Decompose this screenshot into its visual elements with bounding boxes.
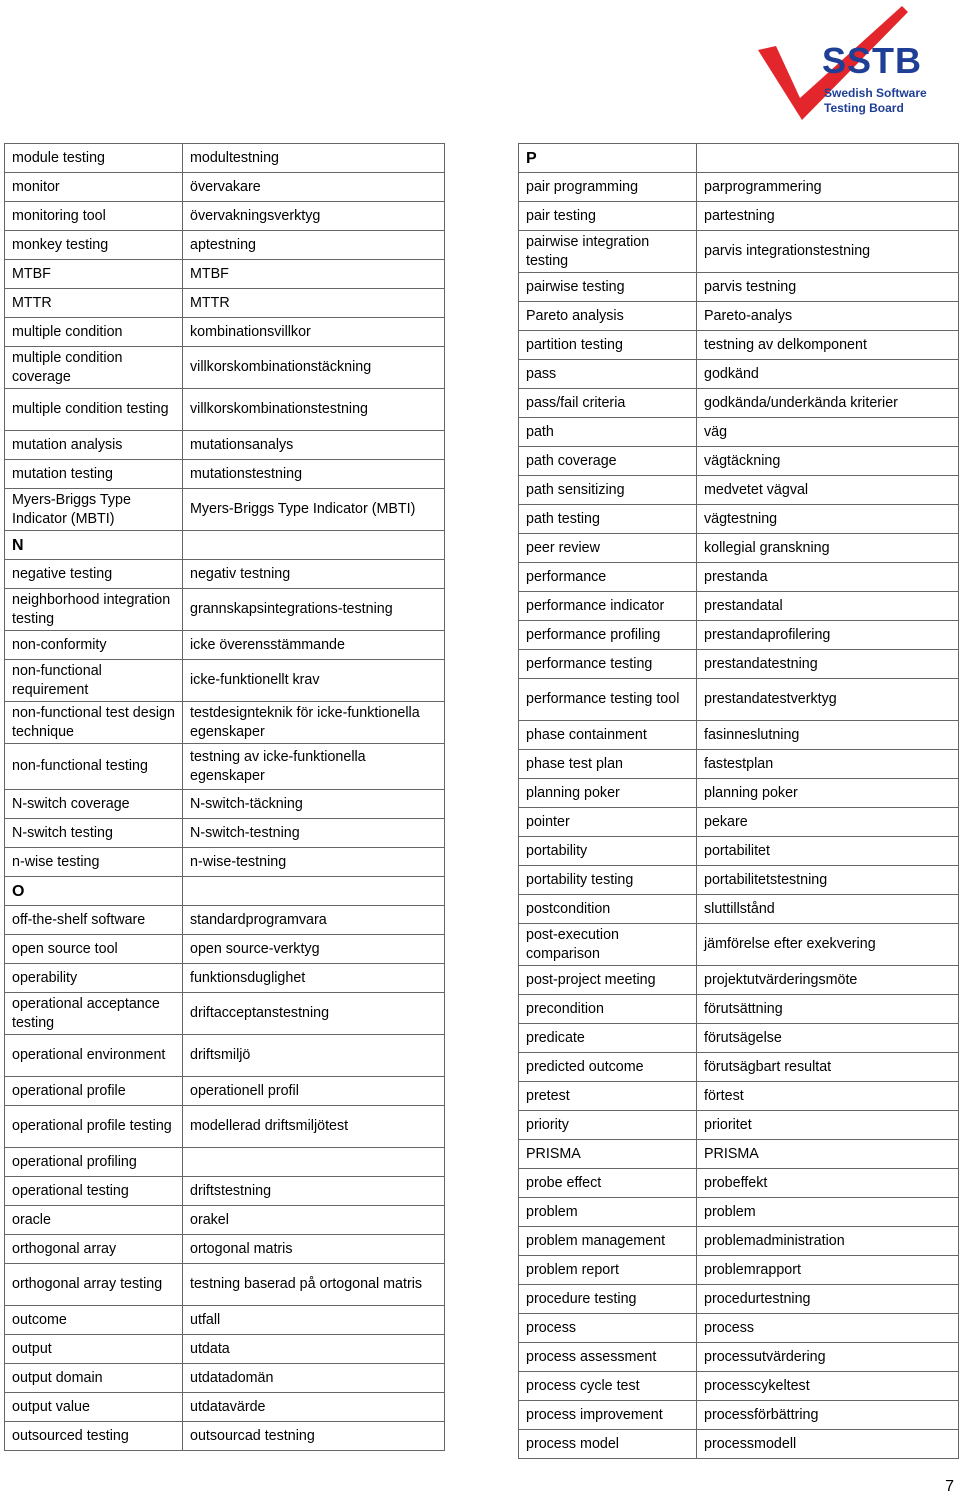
english-term: orthogonal array testing bbox=[5, 1264, 183, 1306]
swedish-term: Pareto-analys bbox=[697, 302, 959, 331]
swedish-term: operationell profil bbox=[183, 1077, 445, 1106]
glossary-row bbox=[519, 302, 959, 331]
english-term: planning poker bbox=[519, 779, 697, 808]
swedish-term: jämförelse efter exekvering bbox=[697, 924, 959, 966]
swedish-term: testning baserad på ortogonal matris bbox=[183, 1264, 445, 1306]
english-term: pair programming bbox=[519, 173, 697, 202]
english-term: partition testing bbox=[519, 331, 697, 360]
english-term: problem management bbox=[519, 1227, 697, 1256]
english-term: pairwise testing bbox=[519, 273, 697, 302]
swedish-term: fasinneslutning bbox=[697, 721, 959, 750]
page-number: 7 bbox=[945, 1478, 954, 1495]
swedish-term: fastestplan bbox=[697, 750, 959, 779]
glossary-row bbox=[519, 779, 959, 808]
swedish-term: ortogonal matris bbox=[183, 1235, 445, 1264]
swedish-term: icke-funktionellt krav bbox=[183, 660, 445, 702]
glossary-row bbox=[519, 534, 959, 563]
swedish-term: modultestning bbox=[183, 144, 445, 173]
glossary-row bbox=[5, 318, 445, 347]
glossary-row bbox=[5, 790, 445, 819]
swedish-term: grannskapsintegrations-testning bbox=[183, 589, 445, 631]
swedish-term: open source-verktyg bbox=[183, 935, 445, 964]
glossary-row bbox=[519, 563, 959, 592]
glossary-row bbox=[5, 819, 445, 848]
glossary-row bbox=[519, 231, 959, 273]
swedish-term: förtest bbox=[697, 1082, 959, 1111]
english-term: operational profile testing bbox=[5, 1106, 183, 1148]
swedish-term: MTBF bbox=[183, 260, 445, 289]
glossary-table-right bbox=[518, 143, 959, 1459]
swedish-term: N-switch-täckning bbox=[183, 790, 445, 819]
swedish-term: pekare bbox=[697, 808, 959, 837]
section-letter: P bbox=[519, 144, 697, 173]
glossary-row bbox=[519, 447, 959, 476]
english-term: path testing bbox=[519, 505, 697, 534]
swedish-term: övervakare bbox=[183, 173, 445, 202]
swedish-term: N-switch-testning bbox=[183, 819, 445, 848]
swedish-term: negativ testning bbox=[183, 560, 445, 589]
glossary-row bbox=[519, 866, 959, 895]
english-term: process bbox=[519, 1314, 697, 1343]
glossary-row bbox=[519, 1372, 959, 1401]
english-term: postcondition bbox=[519, 895, 697, 924]
glossary-row bbox=[519, 1314, 959, 1343]
english-term: predicate bbox=[519, 1024, 697, 1053]
glossary-row bbox=[5, 589, 445, 631]
glossary-row bbox=[5, 906, 445, 935]
swedish-term: parprogrammering bbox=[697, 173, 959, 202]
swedish-term: processförbättring bbox=[697, 1401, 959, 1430]
swedish-term: driftacceptanstestning bbox=[183, 993, 445, 1035]
glossary-row bbox=[5, 1106, 445, 1148]
glossary-row bbox=[5, 993, 445, 1035]
glossary-row bbox=[519, 418, 959, 447]
swedish-term: problemadministration bbox=[697, 1227, 959, 1256]
english-term: pass bbox=[519, 360, 697, 389]
english-term: monitor bbox=[5, 173, 183, 202]
glossary-row bbox=[519, 1343, 959, 1372]
glossary-row bbox=[519, 1256, 959, 1285]
english-term: multiple condition testing bbox=[5, 389, 183, 431]
swedish-term: Myers-Briggs Type Indicator (MBTI) bbox=[183, 489, 445, 531]
glossary-row bbox=[5, 173, 445, 202]
english-term: module testing bbox=[5, 144, 183, 173]
swedish-term: problemrapport bbox=[697, 1256, 959, 1285]
swedish-term: mutationsanalys bbox=[183, 431, 445, 460]
glossary-row bbox=[5, 389, 445, 431]
english-term: portability bbox=[519, 837, 697, 866]
glossary-row bbox=[5, 935, 445, 964]
english-term: output value bbox=[5, 1393, 183, 1422]
glossary-row bbox=[5, 289, 445, 318]
swedish-term: driftstestning bbox=[183, 1177, 445, 1206]
glossary-row bbox=[5, 702, 445, 744]
glossary-row bbox=[519, 1053, 959, 1082]
swedish-term: PRISMA bbox=[697, 1140, 959, 1169]
english-term: post-project meeting bbox=[519, 966, 697, 995]
swedish-term: modellerad driftsmiljötest bbox=[183, 1106, 445, 1148]
glossary-row bbox=[5, 660, 445, 702]
swedish-term: process bbox=[697, 1314, 959, 1343]
english-term: path sensitizing bbox=[519, 476, 697, 505]
section-letter: N bbox=[5, 531, 183, 560]
logo-subtitle: Swedish Software Testing Board bbox=[824, 86, 927, 115]
swedish-term: parvis integrationstestning bbox=[697, 231, 959, 273]
english-term: MTTR bbox=[5, 289, 183, 318]
swedish-term: testdesignteknik för icke-funktionella egenskaper bbox=[183, 702, 445, 744]
swedish-term: godkända/underkända kriterier bbox=[697, 389, 959, 418]
glossary-row bbox=[5, 848, 445, 877]
english-term: non-functional testing bbox=[5, 744, 183, 790]
glossary-row bbox=[519, 837, 959, 866]
english-term: off-the-shelf software bbox=[5, 906, 183, 935]
english-term: performance testing bbox=[519, 650, 697, 679]
swedish-term: funktionsduglighet bbox=[183, 964, 445, 993]
english-term: precondition bbox=[519, 995, 697, 1024]
glossary-row bbox=[519, 995, 959, 1024]
glossary-row bbox=[519, 1082, 959, 1111]
english-term: process improvement bbox=[519, 1401, 697, 1430]
swedish-term: utdatavärde bbox=[183, 1393, 445, 1422]
swedish-term: MTTR bbox=[183, 289, 445, 318]
glossary-row bbox=[5, 1264, 445, 1306]
glossary-row bbox=[519, 592, 959, 621]
english-term: operational acceptance testing bbox=[5, 993, 183, 1035]
glossary-row bbox=[519, 505, 959, 534]
glossary-row bbox=[5, 1364, 445, 1393]
swedish-term: n-wise-testning bbox=[183, 848, 445, 877]
english-term: phase test plan bbox=[519, 750, 697, 779]
english-term: predicted outcome bbox=[519, 1053, 697, 1082]
swedish-term: prioritet bbox=[697, 1111, 959, 1140]
glossary-row bbox=[519, 721, 959, 750]
glossary-row bbox=[5, 202, 445, 231]
english-term: peer review bbox=[519, 534, 697, 563]
glossary-row bbox=[5, 1393, 445, 1422]
english-term: MTBF bbox=[5, 260, 183, 289]
glossary-row bbox=[519, 808, 959, 837]
glossary-row bbox=[519, 966, 959, 995]
glossary-row bbox=[519, 202, 959, 231]
english-term: mutation testing bbox=[5, 460, 183, 489]
english-term: procedure testing bbox=[519, 1285, 697, 1314]
glossary-row bbox=[519, 1024, 959, 1053]
english-term: operational profiling bbox=[5, 1148, 183, 1177]
english-term: portability testing bbox=[519, 866, 697, 895]
glossary-row bbox=[519, 621, 959, 650]
english-term: mutation analysis bbox=[5, 431, 183, 460]
english-term: output domain bbox=[5, 1364, 183, 1393]
glossary-row bbox=[519, 924, 959, 966]
english-term: multiple condition bbox=[5, 318, 183, 347]
swedish-term: sluttillstånd bbox=[697, 895, 959, 924]
swedish-term: processutvärdering bbox=[697, 1343, 959, 1372]
glossary-row bbox=[519, 1198, 959, 1227]
glossary-row bbox=[5, 1148, 445, 1177]
glossary-row bbox=[519, 273, 959, 302]
glossary-row bbox=[519, 750, 959, 779]
glossary-row bbox=[5, 231, 445, 260]
glossary-row bbox=[5, 964, 445, 993]
glossary-row bbox=[519, 1401, 959, 1430]
section-letter-row bbox=[5, 877, 445, 906]
english-term: outcome bbox=[5, 1306, 183, 1335]
english-term: negative testing bbox=[5, 560, 183, 589]
english-term: monkey testing bbox=[5, 231, 183, 260]
swedish-term: testning av delkomponent bbox=[697, 331, 959, 360]
swedish-term: outsourcad testning bbox=[183, 1422, 445, 1451]
glossary-table-left bbox=[4, 143, 445, 1451]
glossary-row bbox=[519, 360, 959, 389]
glossary-row bbox=[519, 389, 959, 418]
swedish-term: portabilitetstestning bbox=[697, 866, 959, 895]
english-term: multiple condition coverage bbox=[5, 347, 183, 389]
english-term: outsourced testing bbox=[5, 1422, 183, 1451]
swedish-term: väg bbox=[697, 418, 959, 447]
swedish-term: kollegial granskning bbox=[697, 534, 959, 563]
english-term: Pareto analysis bbox=[519, 302, 697, 331]
swedish-term: orakel bbox=[183, 1206, 445, 1235]
glossary-row bbox=[5, 1422, 445, 1451]
english-term: PRISMA bbox=[519, 1140, 697, 1169]
swedish-term: driftsmiljö bbox=[183, 1035, 445, 1077]
swedish-term: godkänd bbox=[697, 360, 959, 389]
swedish-term: probeffekt bbox=[697, 1169, 959, 1198]
swedish-term: förutsägbart resultat bbox=[697, 1053, 959, 1082]
swedish-term: kombinationsvillkor bbox=[183, 318, 445, 347]
english-term: pointer bbox=[519, 808, 697, 837]
english-term: operational testing bbox=[5, 1177, 183, 1206]
english-term: phase containment bbox=[519, 721, 697, 750]
glossary-row bbox=[5, 1306, 445, 1335]
english-term: operational environment bbox=[5, 1035, 183, 1077]
glossary-row bbox=[5, 144, 445, 173]
swedish-term: förutsättning bbox=[697, 995, 959, 1024]
swedish-term: utfall bbox=[183, 1306, 445, 1335]
swedish-term: problem bbox=[697, 1198, 959, 1227]
swedish-term: prestanda bbox=[697, 563, 959, 592]
english-term: Myers-Briggs Type Indicator (MBTI) bbox=[5, 489, 183, 531]
english-term: N-switch testing bbox=[5, 819, 183, 848]
english-term: performance profiling bbox=[519, 621, 697, 650]
english-term: path bbox=[519, 418, 697, 447]
english-term: non-functional test design technique bbox=[5, 702, 183, 744]
english-term: operability bbox=[5, 964, 183, 993]
swedish-term: procedurtestning bbox=[697, 1285, 959, 1314]
english-term: process model bbox=[519, 1430, 697, 1459]
english-term: performance testing tool bbox=[519, 679, 697, 721]
english-term: neighborhood integration testing bbox=[5, 589, 183, 631]
glossary-row bbox=[5, 347, 445, 389]
swedish-term: prestandatestverktyg bbox=[697, 679, 959, 721]
glossary-row bbox=[519, 1140, 959, 1169]
glossary-row bbox=[519, 1227, 959, 1256]
swedish-term: projektutvärderingsmöte bbox=[697, 966, 959, 995]
swedish-term: prestandatestning bbox=[697, 650, 959, 679]
swedish-term: vägtäckning bbox=[697, 447, 959, 476]
glossary-row bbox=[5, 431, 445, 460]
swedish-term: villkorskombinationstestning bbox=[183, 389, 445, 431]
swedish-term: utdata bbox=[183, 1335, 445, 1364]
glossary-row bbox=[5, 260, 445, 289]
glossary-row bbox=[519, 650, 959, 679]
swedish-term: processmodell bbox=[697, 1430, 959, 1459]
swedish-term bbox=[697, 144, 959, 173]
english-term: performance indicator bbox=[519, 592, 697, 621]
english-term: orthogonal array bbox=[5, 1235, 183, 1264]
swedish-term: prestandatal bbox=[697, 592, 959, 621]
english-term: path coverage bbox=[519, 447, 697, 476]
glossary-row bbox=[519, 173, 959, 202]
english-term: n-wise testing bbox=[5, 848, 183, 877]
glossary-row bbox=[519, 895, 959, 924]
glossary-row bbox=[519, 1111, 959, 1140]
swedish-term: testning av icke-funktionella egenskaper bbox=[183, 744, 445, 790]
glossary-row bbox=[5, 489, 445, 531]
english-term: performance bbox=[519, 563, 697, 592]
glossary-row bbox=[519, 1285, 959, 1314]
glossary-row bbox=[5, 1035, 445, 1077]
english-term: priority bbox=[519, 1111, 697, 1140]
english-term: monitoring tool bbox=[5, 202, 183, 231]
glossary-row bbox=[5, 1077, 445, 1106]
english-term: output bbox=[5, 1335, 183, 1364]
glossary-row bbox=[5, 744, 445, 790]
swedish-term: förutsägelse bbox=[697, 1024, 959, 1053]
glossary-row bbox=[5, 631, 445, 660]
swedish-term: icke överensstämmande bbox=[183, 631, 445, 660]
glossary-row bbox=[5, 1335, 445, 1364]
english-term: pairwise integration testing bbox=[519, 231, 697, 273]
swedish-term: processcykeltest bbox=[697, 1372, 959, 1401]
english-term: pretest bbox=[519, 1082, 697, 1111]
english-term: pair testing bbox=[519, 202, 697, 231]
swedish-term: portabilitet bbox=[697, 837, 959, 866]
glossary-row bbox=[5, 1177, 445, 1206]
sstb-logo bbox=[752, 2, 952, 122]
glossary-row bbox=[5, 560, 445, 589]
section-letter-row bbox=[5, 531, 445, 560]
glossary-row bbox=[5, 460, 445, 489]
english-term: N-switch coverage bbox=[5, 790, 183, 819]
swedish-term: aptestning bbox=[183, 231, 445, 260]
english-term: problem bbox=[519, 1198, 697, 1227]
english-term: probe effect bbox=[519, 1169, 697, 1198]
glossary-row bbox=[519, 331, 959, 360]
glossary-row bbox=[5, 1235, 445, 1264]
glossary-row bbox=[519, 1169, 959, 1198]
english-term: process cycle test bbox=[519, 1372, 697, 1401]
english-term: operational profile bbox=[5, 1077, 183, 1106]
swedish-term: partestning bbox=[697, 202, 959, 231]
section-letter: O bbox=[5, 877, 183, 906]
english-term: oracle bbox=[5, 1206, 183, 1235]
english-term: non-conformity bbox=[5, 631, 183, 660]
english-term: process assessment bbox=[519, 1343, 697, 1372]
swedish-term bbox=[183, 531, 445, 560]
swedish-term: vägtestning bbox=[697, 505, 959, 534]
swedish-term: mutationstestning bbox=[183, 460, 445, 489]
glossary-row bbox=[519, 679, 959, 721]
english-term: post-execution comparison bbox=[519, 924, 697, 966]
glossary-row bbox=[5, 1206, 445, 1235]
swedish-term: villkorskombinationstäckning bbox=[183, 347, 445, 389]
logo-name: SSTB bbox=[822, 40, 923, 81]
swedish-term bbox=[183, 877, 445, 906]
swedish-term: parvis testning bbox=[697, 273, 959, 302]
swedish-term: planning poker bbox=[697, 779, 959, 808]
swedish-term bbox=[183, 1148, 445, 1177]
english-term: problem report bbox=[519, 1256, 697, 1285]
swedish-term: utdatadomän bbox=[183, 1364, 445, 1393]
section-letter-row bbox=[519, 144, 959, 173]
swedish-term: övervakningsverktyg bbox=[183, 202, 445, 231]
swedish-term: standardprogramvara bbox=[183, 906, 445, 935]
glossary-row bbox=[519, 476, 959, 505]
english-term: non-functional requirement bbox=[5, 660, 183, 702]
english-term: open source tool bbox=[5, 935, 183, 964]
swedish-term: medvetet vägval bbox=[697, 476, 959, 505]
glossary-row bbox=[519, 1430, 959, 1459]
swedish-term: prestandaprofilering bbox=[697, 621, 959, 650]
english-term: pass/fail criteria bbox=[519, 389, 697, 418]
